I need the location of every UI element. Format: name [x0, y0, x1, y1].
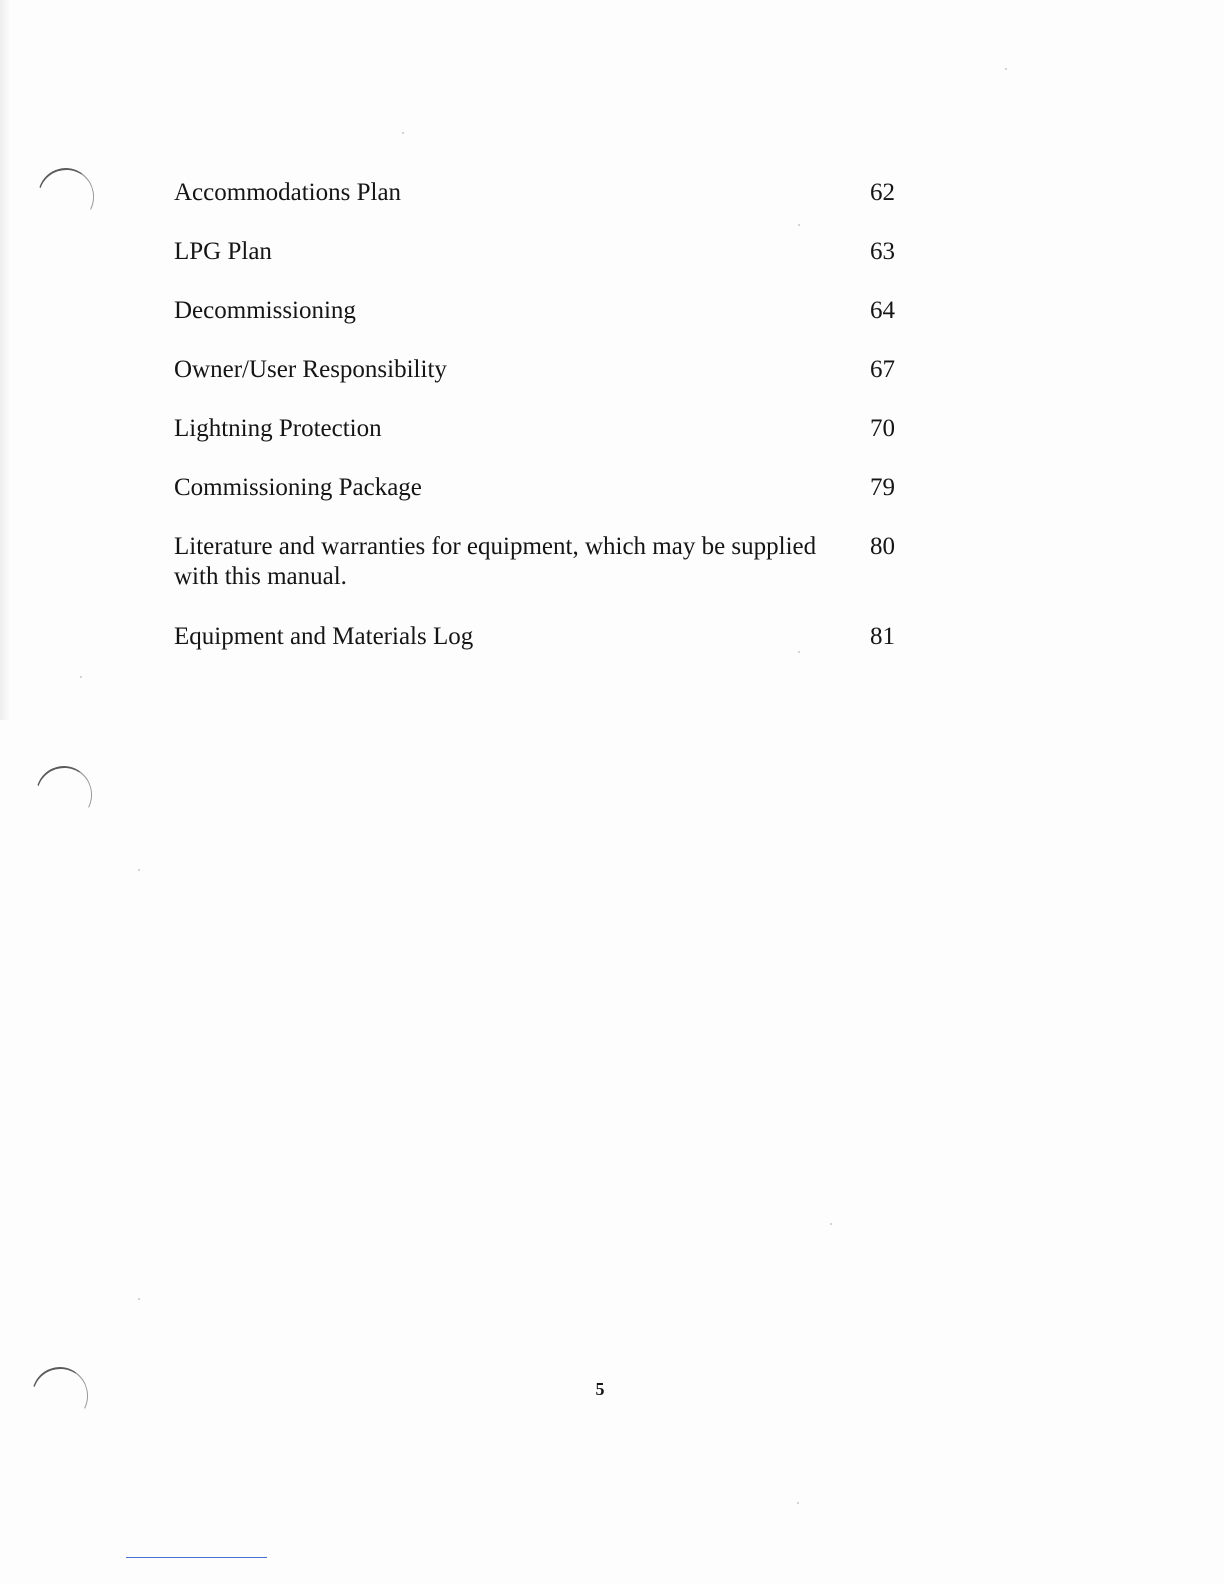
scan-edge-shadow: [0, 0, 10, 720]
toc-entry-title: Equipment and Materials Log: [174, 623, 474, 650]
scan-speck: [80, 676, 82, 678]
toc-entry: [174, 296, 910, 326]
scan-speck: [1005, 68, 1007, 70]
toc-entry-page: 62: [870, 179, 895, 206]
toc-entry-page: 67: [870, 356, 895, 383]
punch-hole-mark: [31, 161, 102, 233]
scan-speck: [797, 1502, 799, 1504]
toc-entry-title: Owner/User Responsibility: [174, 356, 447, 383]
toc-entry: [174, 622, 910, 652]
toc-entry: [174, 473, 910, 503]
toc-entry-title: Commissioning Package: [174, 474, 422, 501]
toc-entry-title: Literature and warranties for equipment, which may be supplied with this manual.: [174, 533, 817, 590]
toc-entry-title: Lightning Protection: [174, 415, 382, 442]
toc-entry-page: 63: [870, 238, 895, 265]
toc-entry: [174, 532, 910, 592]
scan-speck: [402, 132, 404, 134]
toc-entry: [174, 414, 910, 444]
toc-entry-page: 81: [870, 623, 895, 650]
table-of-contents: [174, 178, 910, 681]
page-number: 5: [595, 1379, 605, 1399]
toc-entry-page: 70: [870, 415, 895, 442]
toc-entry-title: LPG Plan: [174, 238, 272, 265]
toc-entry-title: Decommissioning: [174, 297, 356, 324]
punch-hole-mark: [29, 759, 100, 831]
toc-entry: [174, 237, 910, 267]
toc-entry-page: 79: [870, 474, 895, 501]
toc-entry: [174, 355, 910, 385]
toc-entry-page: 80: [870, 533, 895, 560]
toc-entry: [174, 178, 910, 208]
toc-entry-title: Accommodations Plan: [174, 179, 402, 206]
scan-speck: [138, 1298, 140, 1300]
bottom-rule-line: [126, 1557, 267, 1558]
punch-hole-mark: [25, 1360, 96, 1432]
toc-entry-page: 64: [870, 297, 895, 324]
scan-speck: [138, 869, 140, 871]
scan-speck: [830, 1223, 832, 1225]
